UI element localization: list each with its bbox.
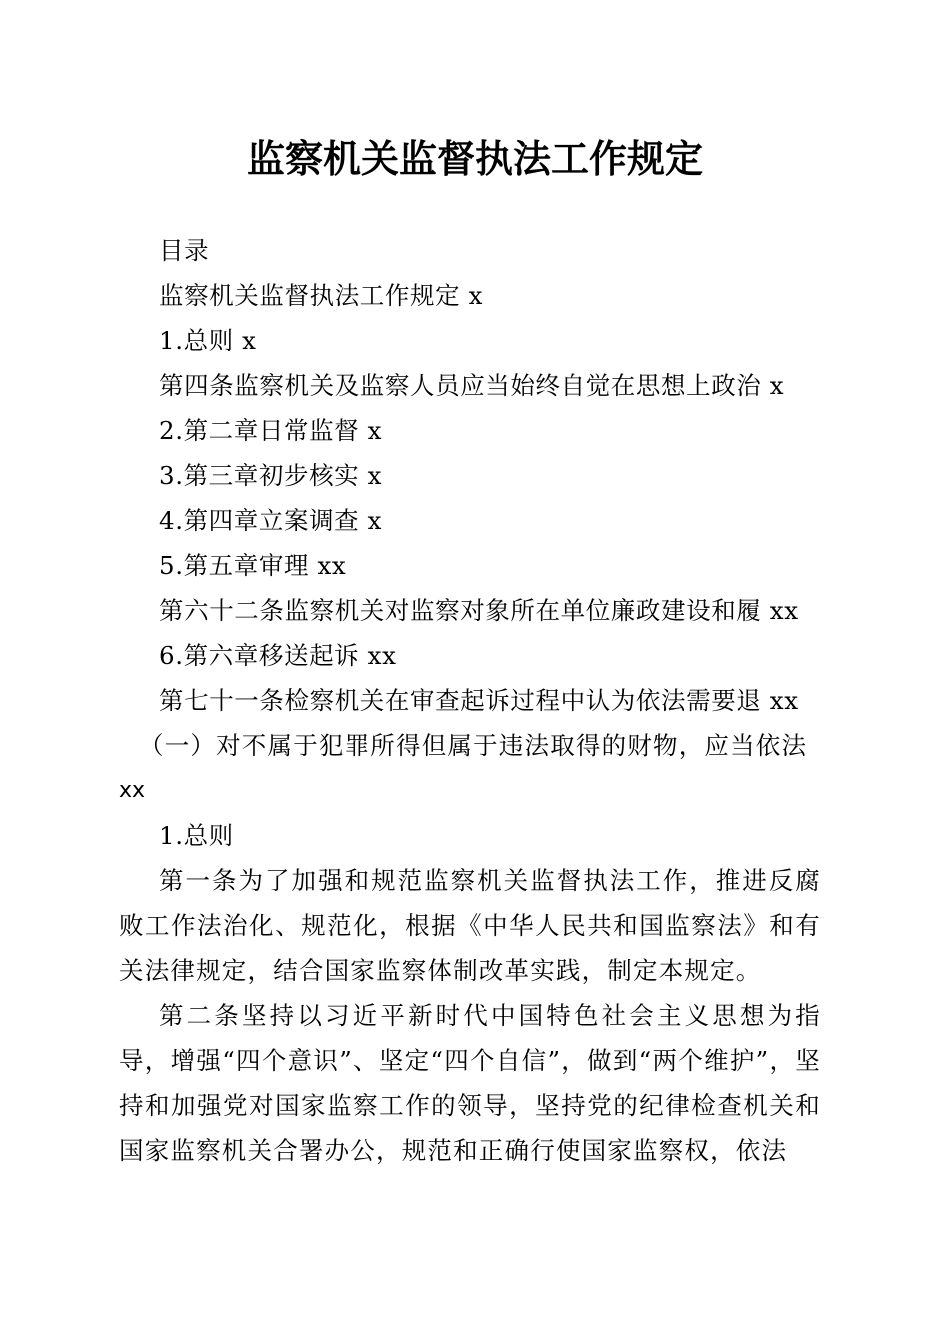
toc-entry[interactable]: 5.第五章审理 xx xyxy=(159,551,347,580)
toc-sub-entry-page: xx xyxy=(119,778,146,803)
toc-heading: 目录 xyxy=(159,236,210,265)
toc-entry[interactable]: 监察机关监督执法工作规定 x xyxy=(159,281,484,310)
document-title: 监察机关监督执法工作规定 xyxy=(246,136,703,181)
toc-entry[interactable]: 第四条监察机关及监察人员应当始终自觉在思想上政治 x xyxy=(159,371,785,400)
toc-entry[interactable]: 6.第六章移送起诉 xx xyxy=(159,641,397,670)
section-heading: 1.总则 xyxy=(159,821,234,850)
toc-entry[interactable]: 第六十二条监察机关对监察对象所在单位廉政建设和履 xx xyxy=(159,596,799,625)
toc-entry[interactable]: 4.第四章立案调查 x xyxy=(159,506,383,535)
paragraph-article-1: 第一条为了加强和规范监察机关监督执法工作，推进反腐败工作法治化、规范化，根据《中华人民共和国监察法》和有关法律规定，结合国家监察体制改革实践，制定本规定。 xyxy=(119,866,821,985)
toc-entry[interactable]: 1.总则 x xyxy=(159,326,257,355)
toc-sub-entry[interactable]: （一）对不属于犯罪所得但属于违法取得的财物，应当依法 xyxy=(139,731,808,760)
document-body xyxy=(119,228,821,1173)
toc-entry[interactable]: 3.第三章初步核实 x xyxy=(159,461,383,490)
paragraph-article-2: 第二条坚持以习近平新时代中国特色社会主义思想为指导，增强“四个意识”、坚定“四个自信”，做到“两个维护”，坚持和加强党对国家监察工作的领导，坚持党的纪律检查机关和国家监察机关合署办公，规范和正确行使国家监察权，依法 xyxy=(119,1001,821,1165)
toc-entry[interactable]: 第七十一条检察机关在审查起诉过程中认为依法需要退 xx xyxy=(159,686,799,715)
toc-entry[interactable]: 2.第二章日常监督 x xyxy=(159,416,383,445)
